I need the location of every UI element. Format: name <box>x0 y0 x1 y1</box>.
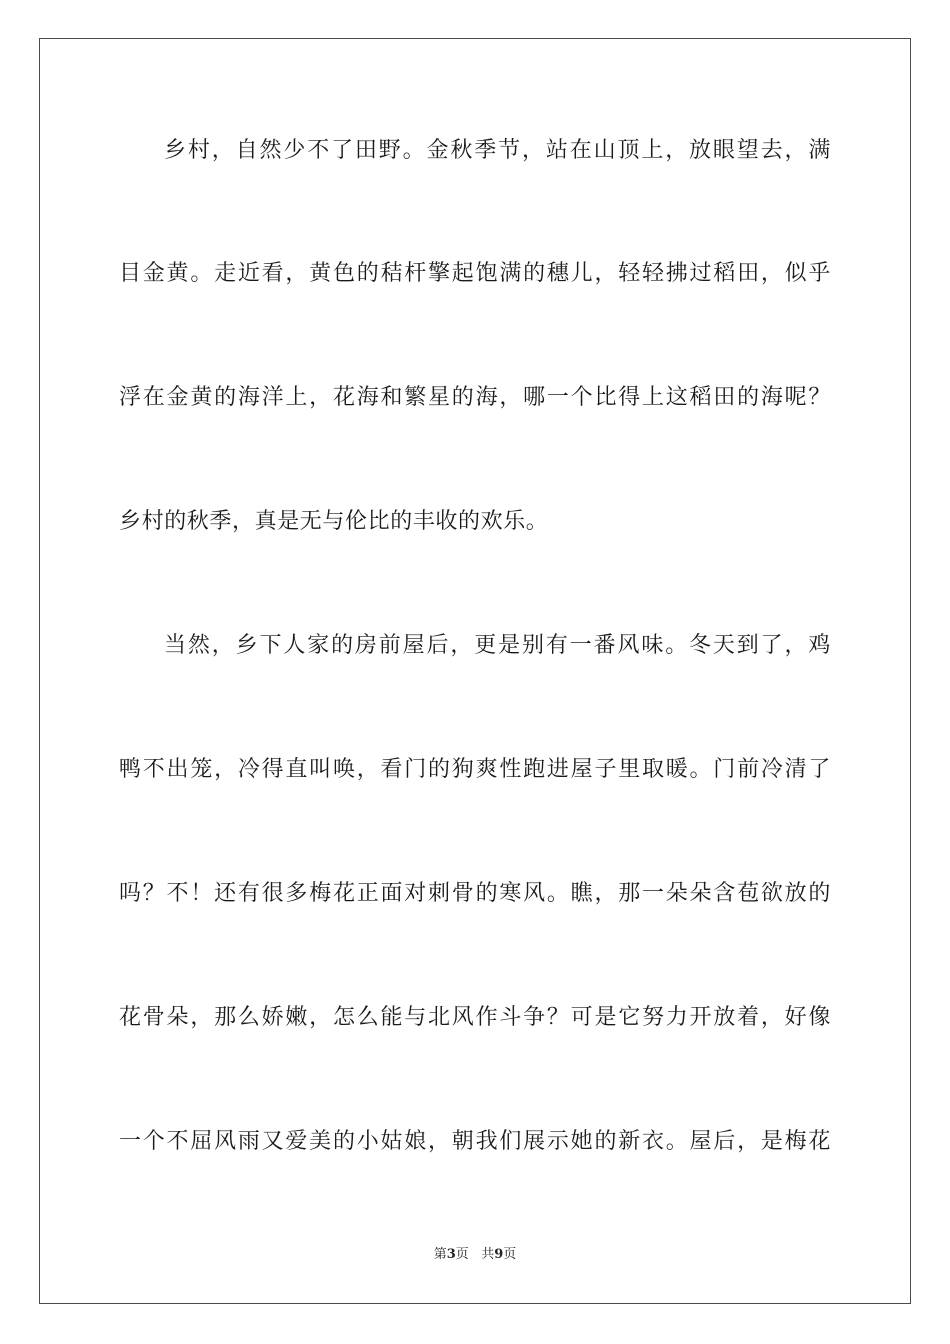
paragraph-line: 乡村的秋季，真是无与伦比的丰收的欢乐。 <box>119 509 549 534</box>
paragraph-line: 一个不屈风雨又爱美的小姑娘，朝我们展示她的新衣。屋后，是梅花 <box>119 1129 831 1154</box>
paragraph-line: 浮在金黄的海洋上，花海和繁星的海，哪一个比得上这稻田的海呢？ <box>119 385 831 410</box>
total-suffix: 页 <box>503 1247 517 1262</box>
paragraph-line: 鸭不出笼，冷得直叫唤，看门的狗爽性跑进屋子里取暖。门前冷清了 <box>119 757 831 782</box>
current-page-number: 3 <box>446 1247 456 1262</box>
paragraph-line: 吗？不！还有很多梅花正面对刺骨的寒风。瞧，那一朵朵含苞欲放的 <box>119 881 831 906</box>
paragraph-line: 乡村，自然少不了田野。金秋季节，站在山顶上，放眼望去，满 <box>164 138 831 163</box>
total-page-number: 9 <box>494 1247 504 1262</box>
paragraph-line: 花骨朵，那么娇嫩，怎么能与北风作斗争？可是它努力开放着，好像 <box>119 1005 831 1030</box>
page-border <box>39 38 911 1304</box>
page-number-footer <box>0 1246 950 1264</box>
paragraph-line: 目金黄。走近看，黄色的秸杆擎起饱满的穗儿，轻轻拂过稻田，似乎 <box>119 261 831 286</box>
paragraph-line: 当然，乡下人家的房前屋后，更是别有一番风味。冬天到了，鸡 <box>164 633 831 658</box>
page-suffix: 页 <box>455 1247 469 1262</box>
page-prefix: 第 <box>433 1247 447 1262</box>
total-prefix: 共 <box>481 1247 495 1262</box>
